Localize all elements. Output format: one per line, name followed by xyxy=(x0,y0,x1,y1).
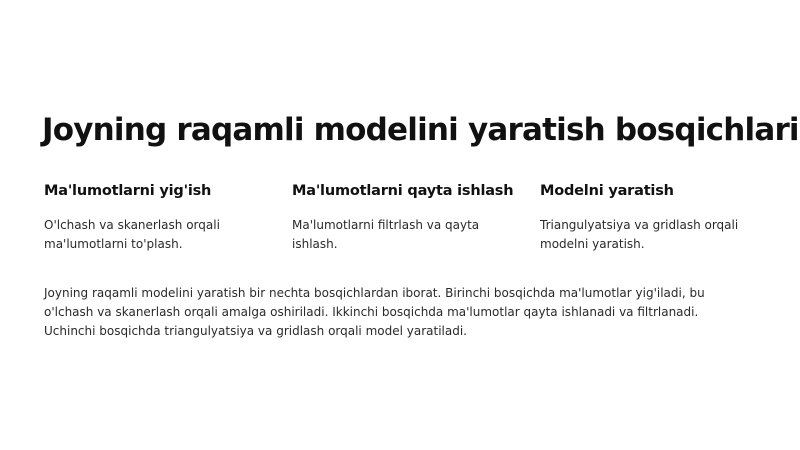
step-text: O'lchash va skanerlash orqali ma'lumotlarni to'plash. xyxy=(44,218,220,251)
steps-row xyxy=(44,183,764,263)
step-model xyxy=(540,183,760,254)
step-heading: Ma'lumotlarni yig'ish xyxy=(44,183,212,199)
step-text: Ma'lumotlarni filtrlash va qayta ishlash. xyxy=(292,218,480,251)
step-collect xyxy=(44,183,264,254)
summary-paragraph: Joyning raqamli modelini yaratish bir nechta bosqichlardan iborat. Birinchi bosqichda ma'lumotlar yig'iladi, bu o'lchash va skanerlash orqali amalga oshiriladi. Ikkinchi bosqichda ma'lumotlar qayta ishlanadi va filtrlanadi. Uchinchi bosqichda triangulyatsiya va gridlash orqali model yaratiladi. xyxy=(44,286,705,338)
step-text: Triangulyatsiya va gridlash orqali modelni yaratish. xyxy=(540,218,739,251)
page-title: Joyning raqamli modelini yaratish bosqichlari xyxy=(42,112,799,148)
step-process xyxy=(292,183,512,254)
step-heading: Ma'lumotlarni qayta ishlash xyxy=(292,183,514,199)
step-heading: Modelni yaratish xyxy=(540,183,674,199)
